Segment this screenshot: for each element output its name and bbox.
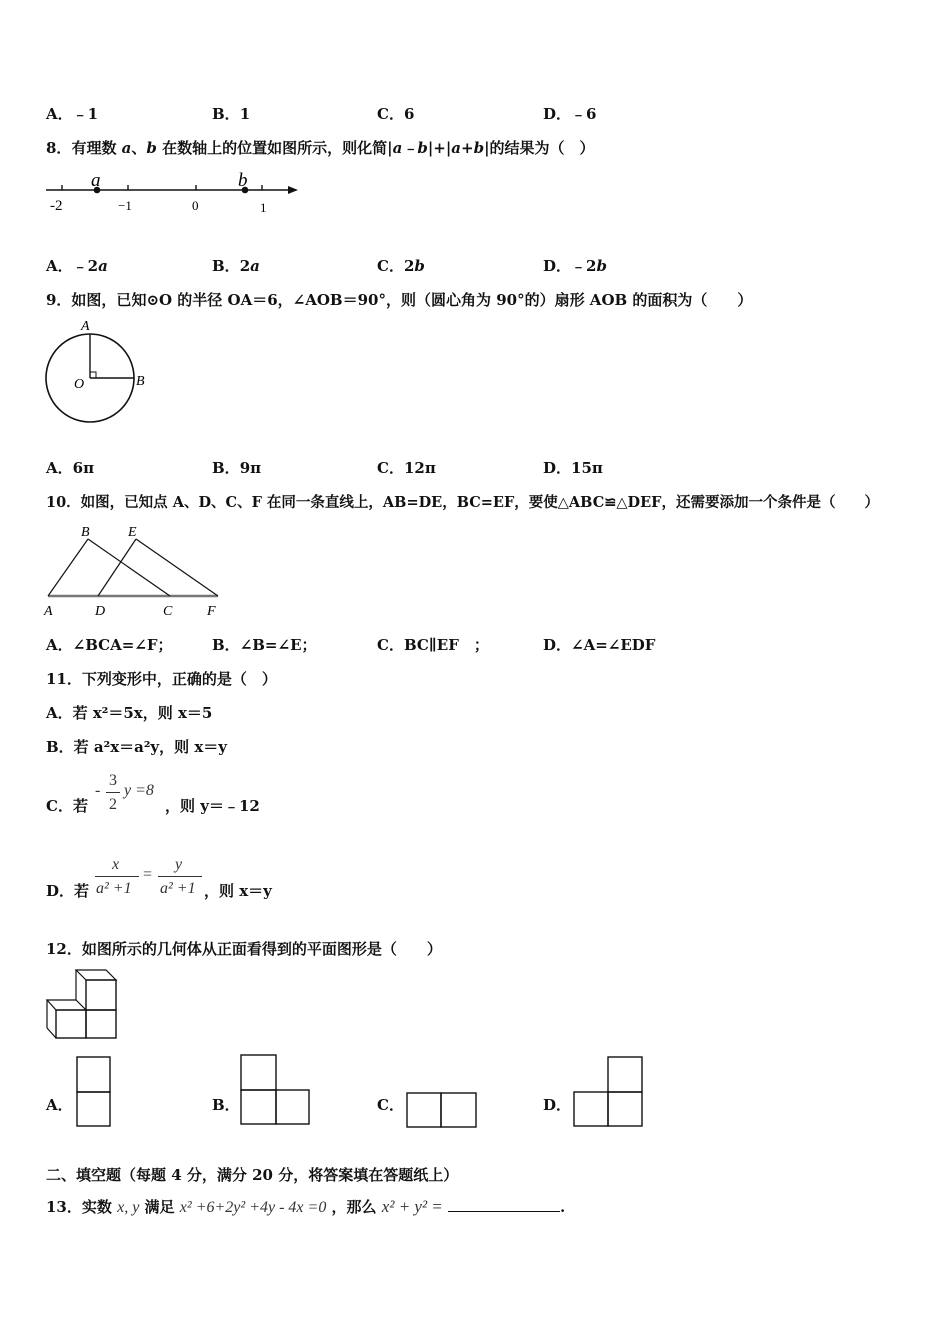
- q11-option-d-right-den: a² +1: [160, 880, 196, 897]
- q9-option-b: B．9π: [212, 459, 262, 477]
- answer-blank[interactable]: [448, 1197, 560, 1212]
- tick-label-0: 0: [192, 198, 199, 213]
- q11-option-c-numerator: 3: [109, 772, 117, 789]
- q9-circle-figure: [40, 318, 160, 428]
- q10-option-a: A．∠BCA=∠F；: [46, 636, 173, 654]
- q10-option-b: B．∠B=∠E；: [212, 636, 317, 654]
- q12-option-b-figure: [240, 1054, 314, 1128]
- q11-option-c-denominator: 2: [109, 796, 117, 813]
- q10-triangles-figure: [42, 522, 232, 622]
- q12-option-c-label: C．: [377, 1096, 404, 1114]
- q8-number-line: [40, 168, 310, 218]
- q7-option-a: A．﹣1: [46, 105, 99, 123]
- q13-end: .: [560, 1198, 566, 1216]
- q9-option-d: D．15π: [543, 459, 603, 477]
- q11-stem: 11．下列变形中，正确的是（ ）: [46, 670, 277, 688]
- q9-stem: 9．如图，已知⊙O 的半径 OA＝6，∠AOB＝90°，则（圆心角为 90°的）扇形 AOB 的面积为（ ）: [46, 291, 753, 309]
- q9-option-a: A．6π: [46, 459, 95, 477]
- q12-option-b-label: B．: [212, 1096, 240, 1114]
- q11-option-d-left-den: a² +1: [96, 880, 132, 897]
- q13-target: x² + y² =: [381, 1197, 443, 1216]
- q13-line: [46, 1196, 565, 1217]
- q11-option-d-right-bar: [158, 876, 202, 877]
- q11-option-d-result: ，则 x＝y: [204, 882, 272, 900]
- q12-option-c-figure: [406, 1092, 482, 1132]
- label-d: D: [95, 604, 106, 619]
- q11-option-d-left-num: x: [112, 856, 120, 873]
- q12-option-a-label: A．: [46, 1096, 73, 1114]
- label-e: E: [128, 525, 137, 540]
- section-title: 二、填空题（每题 4 分，满分 20 分，将答案填在答题纸上）: [46, 1166, 459, 1184]
- q8-option-b: B．2a: [212, 257, 260, 275]
- q11-option-c-tail: y =8: [124, 782, 154, 799]
- q8-stem: 8．有理数 a、b 在数轴上的位置如图所示，则化简|a﹣b|+|a+b|的结果为（ ）: [46, 139, 595, 157]
- q8-option-d: D．﹣2b: [543, 257, 607, 275]
- q11-option-c-minus: -: [95, 782, 101, 799]
- q7-option-c: C．6: [377, 105, 415, 123]
- q13-prefix: 13．实数: [46, 1198, 112, 1216]
- q8-option-a: A．﹣2a: [46, 257, 108, 275]
- label-a: A: [81, 319, 90, 334]
- q11-option-d-left-bar: [95, 876, 139, 877]
- q12-solid-figure: [44, 966, 124, 1044]
- label-c: C: [163, 604, 173, 619]
- q12-stem: 12．如图所示的几何体从正面看得到的平面图形是（ ）: [46, 940, 442, 958]
- tick-label-neg1: −1: [118, 198, 132, 213]
- q10-stem: 10．如图，已知点 A、D、C、F 在同一条直线上，AB=DE，BC=EF，要使△ABC≌△DEF，还需要添加一个条件是（ ）: [46, 494, 879, 511]
- q11-option-d-equals: =: [143, 866, 153, 883]
- label-b: B: [81, 525, 90, 540]
- q11-option-c-result: ，则 y＝﹣12: [165, 797, 260, 815]
- q7-option-d: D．﹣6: [543, 105, 597, 123]
- q13-then: ，那么: [331, 1198, 377, 1216]
- q9-option-c: C．12π: [377, 459, 436, 477]
- label-a: A: [44, 604, 53, 619]
- q8-option-c: C．2b: [377, 257, 425, 275]
- q13-equation: x² +6+2y² +4y - 4x =0: [179, 1199, 327, 1216]
- label-f: F: [207, 604, 216, 619]
- q10-option-c: C．BC∥EF ；: [377, 636, 489, 654]
- q12-option-d-label: D．: [543, 1096, 572, 1114]
- q11-option-d-prefix: D．若: [46, 882, 90, 900]
- q13-vars: x, y: [117, 1199, 140, 1216]
- label-b: B: [136, 374, 145, 389]
- tick-label-1: 1: [260, 200, 267, 215]
- label-o: O: [74, 377, 85, 392]
- q11-option-c-prefix: C．若: [46, 797, 88, 815]
- tick-label-neg2: -2: [50, 198, 63, 214]
- q7-option-b: B．1: [212, 105, 251, 123]
- q12-option-d-figure: [573, 1056, 647, 1130]
- point-a-label: a: [91, 170, 101, 191]
- q12-option-a-figure: [76, 1056, 116, 1130]
- q11-option-b: B．若 a²x＝a²y，则 x＝y: [46, 738, 228, 756]
- q11-option-d-right-num: y: [175, 856, 183, 873]
- point-b-label: b: [238, 170, 248, 191]
- q13-mid: 满足: [144, 1198, 175, 1216]
- q11-option-c-fraction-bar: [106, 792, 120, 793]
- q11-option-a: A．若 x²＝5x，则 x＝5: [46, 704, 213, 722]
- q10-option-d: D．∠A=∠EDF: [543, 636, 656, 654]
